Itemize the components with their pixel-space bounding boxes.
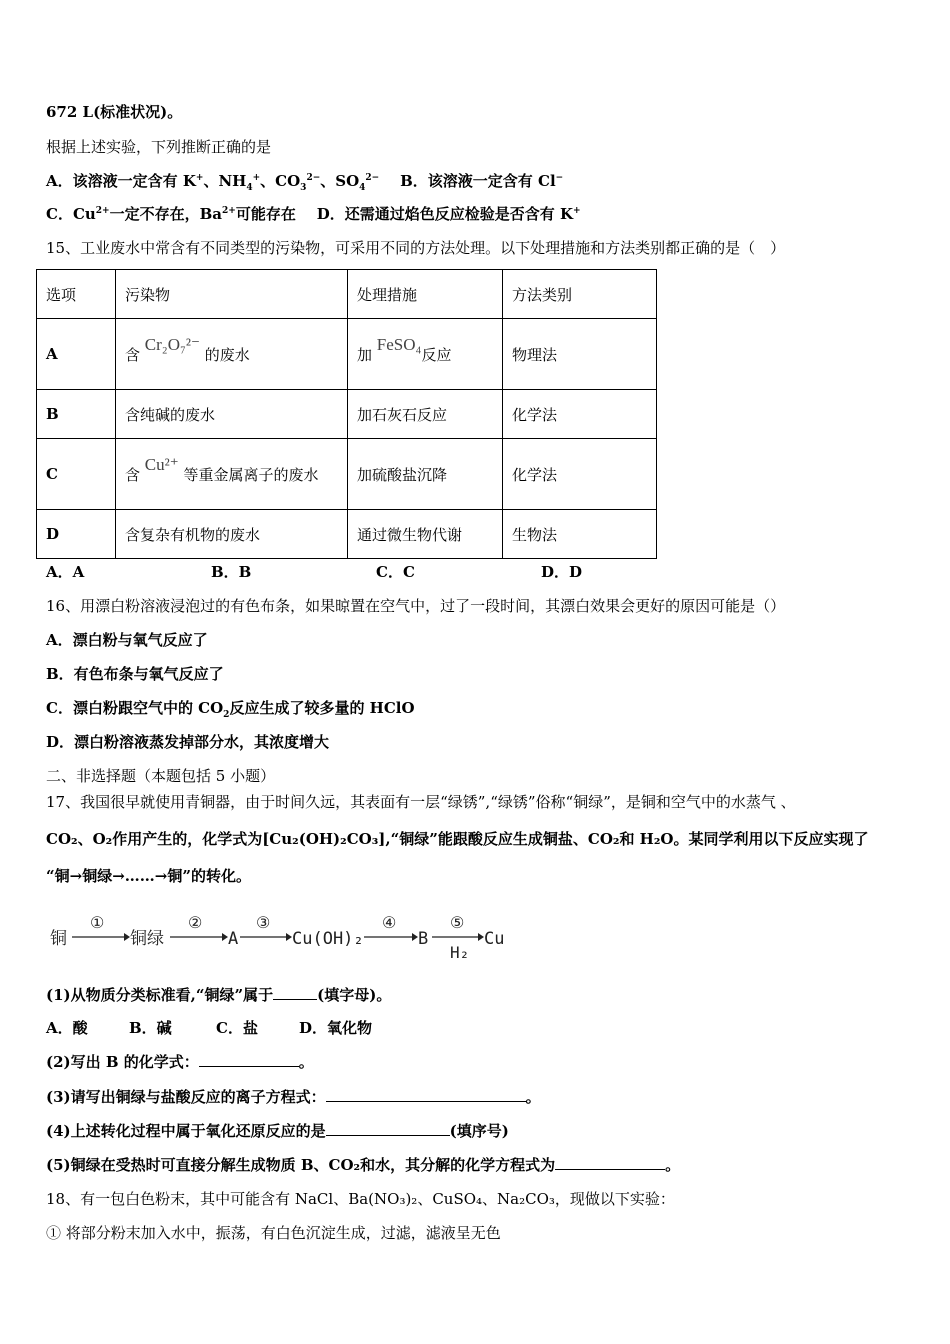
table-cell: 含 Cu²⁺ 等重金属离子的废水	[116, 439, 348, 510]
table-row	[37, 510, 657, 559]
q16-option-b: B．有色布条与氧气反应了	[46, 665, 224, 683]
table-cell: 含复杂有机物的废水	[116, 510, 348, 559]
q14-stem: 根据上述实验，下列推断正确的是	[46, 138, 272, 156]
q15-table	[36, 269, 657, 559]
choice-a: A．A	[46, 563, 85, 581]
step-label: ①	[90, 913, 105, 932]
choice-b: B．B	[211, 563, 252, 581]
q14-option-d: D．还需通过焰色反应检验是否含有 K	[316, 205, 574, 223]
q18-experiment-1: ① 将部分粉末加入水中，振荡，有白色沉淀生成，过滤，滤液呈无色	[46, 1224, 501, 1242]
q16-option-a: A．漂白粉与氧气反应了	[46, 631, 208, 649]
table-cell: 化学法	[503, 439, 657, 510]
q14-option-a: A．该溶液一定含有 K	[46, 172, 196, 190]
flow-node-cu: Cu	[484, 929, 505, 949]
answer-blank[interactable]	[199, 1052, 299, 1067]
step-label: ④	[382, 913, 397, 932]
q17-part2: (2)写出 B 的化学式： 。	[46, 1053, 314, 1071]
q14-options-cd: C．$Cu^{2+}$一定不存在，$Ba^{2+}$可能存在 D．还需通过焰色反应检验是否含有 K+	[46, 205, 581, 223]
table-header: 选项	[37, 270, 116, 319]
table-cell: 加 FeSO₄反应	[348, 319, 503, 390]
flow-node-b: B	[418, 929, 429, 949]
q17-line1: 17、我国很早就使用青铜器，由于时间久远，其表面有一层“绿锈”,“绿锈”俗称“铜绿”，是铜和空气中的水蒸气 、	[46, 793, 796, 811]
q18-stem: 18、有一包白色粉末，其中可能含有 NaCl、Ba(NO₃)₂、CuSO₄、Na₂CO₃，现做以下实验：	[46, 1190, 675, 1208]
table-cell: B	[37, 390, 116, 439]
q14-tail: 672 L(标准状况)。	[46, 103, 183, 121]
table-header: 处理措施	[348, 270, 503, 319]
q17-part3: (3)请写出铜绿与盐酸反应的离子方程式： 。	[46, 1088, 541, 1106]
answer-blank[interactable]	[555, 1155, 665, 1170]
table-row	[37, 439, 657, 510]
q14-options-ab: A．该溶液一定含有 K+、$NH_4^+$、$CO_3^{2-}$、$SO_4^{2-}$ B．该溶液一定含有 Cl−	[46, 172, 564, 193]
table-header: 污染物	[116, 270, 348, 319]
chem-formula: FeSO₄	[376, 334, 422, 354]
step-reagent: H₂	[450, 943, 470, 962]
q17-part4: (4)上述转化过程中属于氧化还原反应的是 (填序号)	[46, 1122, 509, 1140]
q14-option-b: B．该溶液一定含有 Cl	[400, 172, 556, 190]
q17-part5: (5)铜绿在受热时可直接分解生成物质 B、CO₂和水，其分解的化学方程式为 。	[46, 1156, 681, 1174]
section-heading: 二、非选择题（本题包括 5 小题）	[46, 767, 276, 785]
q17-line2: CO₂、O₂作用产生的，化学式为[Cu₂(OH)₂CO₃],“铜绿”能跟酸反应生成铜盐、CO₂和 H₂O。某同学利用以下反应实现了	[46, 830, 869, 848]
q17-line3: “铜→铜绿→……→铜”的转化。	[46, 867, 251, 885]
table-cell: 生物法	[503, 510, 657, 559]
choice-b: B．碱	[129, 1019, 172, 1037]
q17-part1: (1)从物质分类标准看,“铜绿”属于 (填字母)。	[46, 986, 392, 1004]
choice-d: D．氧化物	[299, 1019, 373, 1037]
table-cell: 含 Cr₂O₇²⁻ 的废水	[116, 319, 348, 390]
choice-a: A．酸	[46, 1019, 88, 1037]
table-cell: 物理法	[503, 319, 657, 390]
answer-blank[interactable]	[273, 985, 317, 1000]
q15-stem: 15、工业废水中常含有不同类型的污染物，可采用不同的方法处理。以下处理措施和方法类别都正确的是（ ）	[46, 239, 786, 257]
flow-node-cuoh2: Cu(OH)₂	[292, 929, 364, 949]
table-cell: 加硫酸盐沉降	[348, 439, 503, 510]
table-header-row	[37, 270, 657, 319]
table-cell: 加石灰石反应	[348, 390, 503, 439]
choice-d: D．D	[541, 563, 583, 581]
table-row	[37, 319, 657, 390]
conversion-flow-diagram	[46, 906, 526, 962]
table-cell: 通过微生物代谢	[348, 510, 503, 559]
step-label: ⑤	[450, 913, 465, 932]
table-cell: 化学法	[503, 390, 657, 439]
step-label: ②	[188, 913, 203, 932]
table-row	[37, 390, 657, 439]
table-cell: C	[37, 439, 116, 510]
q16-option-c: C．漂白粉跟空气中的 $CO_2$反应生成了较多量的 HClO	[46, 699, 415, 720]
answer-blank[interactable]	[326, 1121, 450, 1136]
q16-stem: 16、用漂白粉溶液浸泡过的有色布条，如果晾置在空气中，过了一段时间，其漂白效果会更好的原因可能是（）	[46, 597, 786, 615]
answer-blank[interactable]	[326, 1087, 526, 1102]
table-cell: 含纯碱的废水	[116, 390, 348, 439]
flow-node-a: A	[228, 929, 239, 949]
chem-formula: Cr₂O₇²⁻	[144, 334, 200, 354]
table-header: 方法类别	[503, 270, 657, 319]
flow-node-verdigris: 铜绿	[130, 929, 164, 949]
choice-c: C．盐	[216, 1019, 258, 1037]
table-cell: A	[37, 319, 116, 390]
q16-option-d: D．漂白粉溶液蒸发掉部分水，其浓度增大	[46, 733, 330, 751]
table-cell: D	[37, 510, 116, 559]
choice-c: C．C	[376, 563, 415, 581]
flow-node-copper: 铜	[50, 929, 67, 949]
step-label: ③	[256, 913, 271, 932]
chem-formula: Cu²⁺	[144, 454, 179, 474]
